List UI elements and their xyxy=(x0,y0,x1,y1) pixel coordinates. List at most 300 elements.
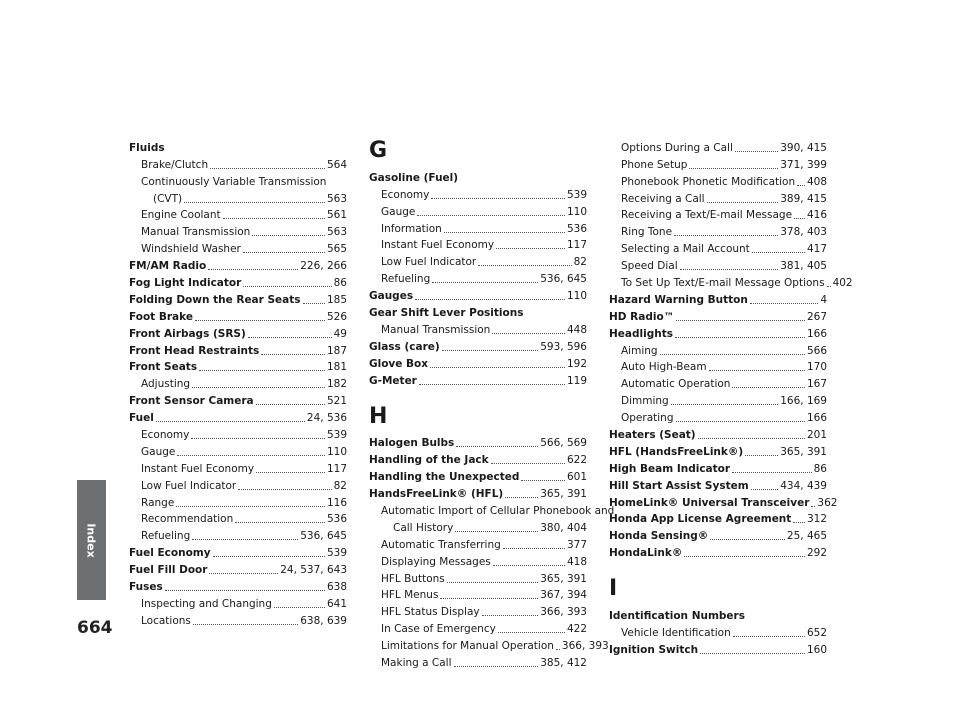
index-subentry xyxy=(609,222,827,239)
page-reference: 385, 412 xyxy=(540,657,587,670)
index-term: Gauge xyxy=(141,445,176,458)
index-subentry xyxy=(129,442,347,459)
index-subentry xyxy=(369,518,587,535)
index-entry xyxy=(609,324,827,341)
index-subentry xyxy=(609,374,827,391)
page-reference: 378, 403 xyxy=(780,226,827,239)
dot-leader xyxy=(496,248,565,249)
index-term: Front Sensor Camera xyxy=(129,395,254,408)
index-term: Auto High-Beam xyxy=(621,361,707,374)
index-column-2 xyxy=(369,138,615,670)
index-subentry xyxy=(369,236,587,253)
page-reference: 536 xyxy=(566,222,587,235)
index-term: Limitations for Manual Operation xyxy=(381,640,554,653)
index-subentry xyxy=(369,269,587,286)
index-subentry xyxy=(129,189,347,206)
page-reference: 267 xyxy=(806,310,827,323)
index-term: Manual Transmission xyxy=(381,323,491,336)
page-reference: 402 xyxy=(832,277,853,290)
index-entry xyxy=(129,341,347,358)
dot-leader xyxy=(794,218,805,219)
page-reference: 24, 537, 643 xyxy=(280,564,347,577)
page-reference: 416 xyxy=(806,209,827,222)
page-reference: 365, 391 xyxy=(780,445,827,458)
page-reference: 119 xyxy=(566,374,587,387)
index-entry xyxy=(609,459,827,476)
page-reference: 82 xyxy=(573,256,587,269)
page-reference: 566, 569 xyxy=(540,437,587,450)
index-subentry xyxy=(609,138,827,155)
index-subentry xyxy=(129,172,347,189)
index-subentry xyxy=(609,155,827,172)
dot-leader xyxy=(176,506,325,507)
section-heading-i: I xyxy=(609,576,618,602)
index-term: FM/AM Radio xyxy=(129,260,207,273)
index-entry xyxy=(609,543,827,560)
page-number: 664 xyxy=(77,618,113,638)
index-term: Folding Down the Rear Seats xyxy=(129,293,301,306)
index-term: Ring Tone xyxy=(621,226,673,239)
dot-leader xyxy=(210,168,325,169)
dot-leader xyxy=(676,421,805,422)
index-subentry xyxy=(129,594,347,611)
index-term: HFL Status Display xyxy=(381,606,480,619)
page-reference: 201 xyxy=(806,429,827,442)
index-subentry xyxy=(129,425,347,442)
page-reference: 366, 393 xyxy=(561,640,609,653)
page-reference: 160 xyxy=(806,643,827,656)
index-term: Phonebook Phonetic Modification xyxy=(621,175,796,188)
index-term: HFL Buttons xyxy=(381,572,445,585)
index-subentry xyxy=(609,256,827,273)
dot-leader xyxy=(193,624,298,625)
dot-leader xyxy=(503,548,565,549)
index-term: Brake/Clutch xyxy=(141,158,209,171)
index-term: Identification Numbers xyxy=(609,610,745,623)
index-term: Options During a Call xyxy=(621,141,733,154)
index-subentry xyxy=(609,189,827,206)
index-side-tab-label: Index xyxy=(85,522,99,558)
page-reference: 367, 394 xyxy=(540,589,587,602)
index-term: Information xyxy=(381,222,442,235)
page-reference: 110 xyxy=(566,290,587,303)
page-reference: 117 xyxy=(566,239,587,252)
page-reference: 593, 596 xyxy=(540,340,587,353)
dot-leader xyxy=(660,354,805,355)
page-reference: 563 xyxy=(326,226,347,239)
index-entry xyxy=(369,286,587,303)
dot-leader xyxy=(195,320,325,321)
dot-leader xyxy=(493,565,565,566)
page-reference: 187 xyxy=(326,344,347,357)
index-term: Fluids xyxy=(129,141,165,154)
index-entry xyxy=(609,290,827,307)
page-reference: 377 xyxy=(566,538,587,551)
page-reference: 601 xyxy=(566,471,587,484)
index-entry xyxy=(129,290,347,307)
index-term: Fuel Fill Door xyxy=(129,564,208,577)
dot-leader xyxy=(700,653,805,654)
index-term: Automatic Operation xyxy=(621,378,731,391)
index-entry xyxy=(609,476,827,493)
dot-leader xyxy=(248,337,332,338)
dot-leader xyxy=(274,607,325,608)
dot-leader xyxy=(491,463,565,464)
index-term: Headlights xyxy=(609,327,673,340)
page-reference: 4 xyxy=(820,293,827,306)
index-subentry xyxy=(609,172,827,189)
page-reference: 166, 169 xyxy=(780,395,827,408)
page-reference: 110 xyxy=(566,205,587,218)
index-entry xyxy=(369,303,587,320)
index-term: Inspecting and Changing xyxy=(141,597,272,610)
index-term: G-Meter xyxy=(369,374,417,387)
page-reference: 110 xyxy=(326,445,347,458)
index-entry xyxy=(369,337,587,354)
index-subentry xyxy=(129,526,347,543)
dot-leader xyxy=(492,333,565,334)
index-term: HD Radio™ xyxy=(609,310,675,323)
index-entry xyxy=(129,408,347,425)
dot-leader xyxy=(745,455,778,456)
dot-leader xyxy=(455,531,538,532)
index-term: Gauges xyxy=(369,290,414,303)
dot-leader xyxy=(432,282,538,283)
index-subentry xyxy=(129,222,347,239)
dot-leader xyxy=(417,215,565,216)
index-entry xyxy=(369,484,587,501)
page-reference: 182 xyxy=(326,378,347,391)
page-reference: 417 xyxy=(806,243,827,256)
section-heading-h: H xyxy=(369,403,388,429)
index-subentry xyxy=(369,569,587,586)
page-reference: 521 xyxy=(326,395,347,408)
index-entry xyxy=(369,371,587,388)
page-reference: 652 xyxy=(806,627,827,640)
page-reference: 638, 639 xyxy=(300,614,347,627)
index-term: Displaying Messages xyxy=(381,555,491,568)
page-reference: 86 xyxy=(333,277,347,290)
index-term: Honda Sensing® xyxy=(609,530,709,543)
section-spacer xyxy=(609,560,827,576)
page-reference: 418 xyxy=(566,555,587,568)
page-reference: 638 xyxy=(326,581,347,594)
index-side-tab-label-wrap xyxy=(77,480,106,600)
dot-leader xyxy=(431,198,565,199)
dot-leader xyxy=(442,350,539,351)
dot-leader xyxy=(252,235,325,236)
dot-leader xyxy=(676,320,805,321)
index-subentry xyxy=(129,476,347,493)
dot-leader xyxy=(556,649,560,650)
dot-leader xyxy=(430,367,565,368)
index-subentry xyxy=(129,206,347,223)
dot-leader xyxy=(440,598,538,599)
index-subentry xyxy=(369,202,587,219)
dot-leader xyxy=(192,387,325,388)
index-subentry xyxy=(609,391,827,408)
index-entry xyxy=(129,358,347,375)
dot-leader xyxy=(827,286,831,287)
index-term: Foot Brake xyxy=(129,310,193,323)
index-subentry xyxy=(369,501,615,518)
page-reference: 566 xyxy=(806,344,827,357)
index-term: Glove Box xyxy=(369,357,429,370)
index-term: Ignition Switch xyxy=(609,643,699,656)
page-reference: 192 xyxy=(566,357,587,370)
dot-leader xyxy=(223,218,325,219)
index-term: Range xyxy=(141,496,175,509)
dot-leader xyxy=(199,370,325,371)
dot-leader xyxy=(303,303,325,304)
page-reference: 622 xyxy=(566,454,587,467)
index-entry xyxy=(369,467,587,484)
page-reference: 49 xyxy=(333,327,347,340)
index-term: HFL (HandsFreeLink®) xyxy=(609,445,744,458)
dot-leader xyxy=(521,480,565,481)
index-term: Handling of the Jack xyxy=(369,454,489,467)
index-subentry xyxy=(609,623,827,640)
dot-leader xyxy=(752,252,805,253)
index-term: HFL Menus xyxy=(381,589,439,602)
page-reference: 536, 645 xyxy=(300,530,347,543)
page-reference: 408 xyxy=(806,175,827,188)
index-column-1 xyxy=(129,138,347,628)
page-reference: 365, 391 xyxy=(540,488,587,501)
dot-leader xyxy=(732,472,812,473)
page-reference: 116 xyxy=(326,496,347,509)
index-subentry xyxy=(369,252,587,269)
index-term: Glass (care) xyxy=(369,340,440,353)
page-reference: 167 xyxy=(806,378,827,391)
index-term: Fuel xyxy=(129,412,154,425)
page-reference: 170 xyxy=(806,361,827,374)
index-subentry xyxy=(609,408,827,425)
index-term: Low Fuel Indicator xyxy=(381,256,477,269)
dot-leader xyxy=(165,590,325,591)
index-entry xyxy=(609,526,827,543)
page-reference: 448 xyxy=(566,323,587,336)
index-term: Fuses xyxy=(129,581,163,594)
index-term: Hazard Warning Button xyxy=(609,293,748,306)
index-subentry xyxy=(129,459,347,476)
dot-leader xyxy=(256,472,325,473)
dot-leader xyxy=(498,632,565,633)
index-term: Speed Dial xyxy=(621,260,678,273)
index-column-3 xyxy=(609,138,853,657)
index-term: Gear Shift Lever Positions xyxy=(369,307,524,320)
index-entry xyxy=(129,307,347,324)
index-term: Selecting a Mail Account xyxy=(621,243,750,256)
index-subentry xyxy=(609,358,827,375)
dot-leader xyxy=(732,387,805,388)
dot-leader xyxy=(482,615,539,616)
dot-leader xyxy=(184,202,325,203)
dot-leader xyxy=(674,235,778,236)
index-term: Continuously Variable Transmission xyxy=(141,175,327,188)
page-reference: 539 xyxy=(326,429,347,442)
index-subentry xyxy=(369,586,587,603)
index-term: Receiving a Text/E-mail Message xyxy=(621,209,793,222)
dot-leader xyxy=(454,666,539,667)
section-heading-g: G xyxy=(369,138,388,163)
page-reference: 185 xyxy=(326,293,347,306)
index-subentry xyxy=(129,510,347,527)
page-reference: 381, 405 xyxy=(780,260,827,273)
index-entry xyxy=(129,543,347,560)
index-term: Making a Call xyxy=(381,657,452,670)
dot-leader xyxy=(192,539,298,540)
index-term: Handling the Unexpected xyxy=(369,471,520,484)
dot-leader xyxy=(177,455,325,456)
index-entry xyxy=(129,273,347,290)
index-term: Recommendation xyxy=(141,513,234,526)
index-term: Dimming xyxy=(621,395,669,408)
index-subentry xyxy=(129,493,347,510)
page-reference: 641 xyxy=(326,597,347,610)
index-entry xyxy=(609,606,827,623)
index-subentry xyxy=(609,239,827,256)
index-term: Refueling xyxy=(141,530,191,543)
page-reference: 86 xyxy=(813,462,827,475)
index-subentry xyxy=(369,185,587,202)
page-reference: 366, 393 xyxy=(540,606,587,619)
index-term: Aiming xyxy=(621,344,658,357)
page-reference: 371, 399 xyxy=(780,158,827,171)
index-term: Windshield Washer xyxy=(141,243,241,256)
index-entry xyxy=(609,425,827,442)
index-entry xyxy=(129,560,347,577)
index-subentry xyxy=(369,219,587,236)
dot-leader xyxy=(156,421,305,422)
index-subentry xyxy=(369,320,587,337)
dot-leader xyxy=(811,506,815,507)
index-term: Manual Transmission xyxy=(141,226,251,239)
index-entry xyxy=(369,450,587,467)
index-term: Receiving a Call xyxy=(621,192,705,205)
dot-leader xyxy=(684,556,805,557)
dot-leader xyxy=(689,168,778,169)
dot-leader xyxy=(671,404,779,405)
page-reference: 563 xyxy=(326,192,347,205)
index-term: Front Head Restraints xyxy=(129,344,260,357)
section-spacer xyxy=(369,388,587,404)
index-subentry xyxy=(369,619,587,636)
page-reference: 539 xyxy=(566,188,587,201)
index-term: Instant Fuel Economy xyxy=(141,462,255,475)
index-term: To Set Up Text/E-mail Message Options xyxy=(621,277,825,290)
dot-leader xyxy=(235,522,325,523)
index-subentry xyxy=(609,273,853,290)
dot-leader xyxy=(793,522,805,523)
index-term: (CVT) xyxy=(153,192,183,205)
index-entry xyxy=(129,256,347,273)
dot-leader xyxy=(209,573,278,574)
index-entry xyxy=(129,577,347,594)
page-reference: 526 xyxy=(326,310,347,323)
dot-leader xyxy=(191,438,325,439)
dot-leader xyxy=(419,384,565,385)
dot-leader xyxy=(733,636,805,637)
index-term: Engine Coolant xyxy=(141,209,221,222)
dot-leader xyxy=(415,299,565,300)
dot-leader xyxy=(710,539,785,540)
index-term: Call History xyxy=(393,521,454,534)
index-term: Honda App License Agreement xyxy=(609,513,792,526)
index-entry xyxy=(129,138,347,155)
page-reference: 389, 415 xyxy=(780,192,827,205)
index-term: Operating xyxy=(621,412,674,425)
dot-leader xyxy=(261,354,325,355)
page-reference: 365, 391 xyxy=(540,572,587,585)
index-subentry xyxy=(369,552,587,569)
index-subentry xyxy=(369,535,587,552)
index-term: Heaters (Seat) xyxy=(609,429,696,442)
dot-leader xyxy=(243,286,331,287)
page-reference: 434, 439 xyxy=(780,479,827,492)
index-subentry xyxy=(129,239,347,256)
index-entry xyxy=(609,510,827,527)
page-reference: 226, 266 xyxy=(300,260,347,273)
dot-leader xyxy=(213,556,325,557)
page-reference: 292 xyxy=(806,547,827,560)
page-reference: 564 xyxy=(326,158,347,171)
dot-leader xyxy=(750,303,818,304)
page-reference: 82 xyxy=(333,479,347,492)
dot-leader xyxy=(478,265,571,266)
page-reference: 25, 465 xyxy=(786,530,827,543)
page-reference: 565 xyxy=(326,243,347,256)
index-subentry xyxy=(369,636,609,653)
dot-leader xyxy=(447,582,538,583)
dot-leader xyxy=(797,185,805,186)
dot-leader xyxy=(709,370,805,371)
index-term: In Case of Emergency xyxy=(381,623,496,636)
index-entry xyxy=(369,354,587,371)
index-term: HandsFreeLink® (HFL) xyxy=(369,488,504,501)
page-reference: 536 xyxy=(326,513,347,526)
index-term: Automatic Import of Cellular Phonebook and xyxy=(381,505,615,518)
index-term: Low Fuel Indicator xyxy=(141,479,237,492)
index-term: Economy xyxy=(141,429,190,442)
dot-leader xyxy=(243,252,325,253)
index-term: Front Seats xyxy=(129,361,198,374)
index-subentry xyxy=(369,602,587,619)
index-subentry xyxy=(129,155,347,172)
dot-leader xyxy=(698,438,805,439)
index-entry xyxy=(609,640,827,657)
index-subentry xyxy=(609,206,827,223)
index-entry xyxy=(369,434,587,451)
index-subentry xyxy=(369,653,587,670)
index-term: Hill Start Assist System xyxy=(609,479,749,492)
page-reference: 181 xyxy=(326,361,347,374)
index-entry xyxy=(609,442,827,459)
dot-leader xyxy=(256,404,325,405)
index-term: Adjusting xyxy=(141,378,191,391)
dot-leader xyxy=(456,446,538,447)
index-term: Fog Light Indicator xyxy=(129,277,242,290)
index-subentry xyxy=(129,611,347,628)
page-reference: 166 xyxy=(806,327,827,340)
index-term: Front Airbags (SRS) xyxy=(129,327,246,340)
page-reference: 390, 415 xyxy=(780,141,827,154)
dot-leader xyxy=(444,232,565,233)
dot-leader xyxy=(680,269,779,270)
index-term: Vehicle Identification xyxy=(621,627,731,640)
index-term: Instant Fuel Economy xyxy=(381,239,495,252)
index-term: Halogen Bulbs xyxy=(369,437,455,450)
